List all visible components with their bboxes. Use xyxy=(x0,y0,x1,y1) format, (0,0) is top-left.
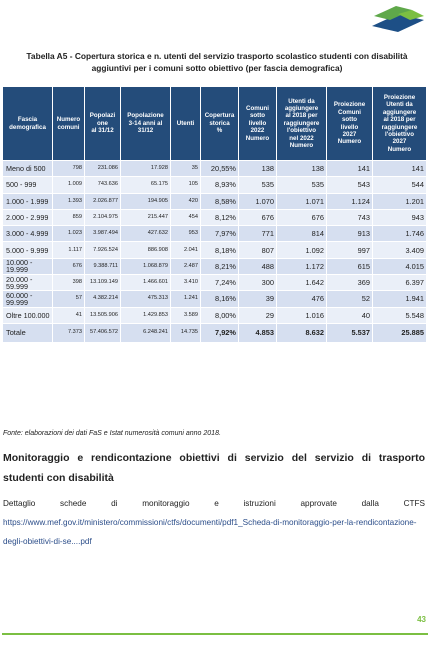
row-label: Totale xyxy=(3,323,53,342)
table-cell: 6.248.241 xyxy=(121,323,171,342)
table-row xyxy=(3,242,427,258)
document-link[interactable]: https://www.mef.gov.it/ministero/commissioni/ctfs/documenti/pdf1_Scheda-di-monitoraggio-per-la-rendicontazione-degli-obiettivi-di-se....pdf xyxy=(3,518,417,546)
table-row xyxy=(3,307,427,323)
table-cell: 215.447 xyxy=(121,209,171,225)
row-label: 10.000 - 19.999 xyxy=(3,258,53,274)
table-cell: 13.505.906 xyxy=(85,307,121,323)
source-note: Fonte: elaborazioni dei dati FaS e Istat numerosità comuni anno 2018. xyxy=(3,430,221,437)
table-cell: 2.041 xyxy=(171,242,201,258)
row-label: Oltre 100.000 xyxy=(3,307,53,323)
table-cell: 20,55% xyxy=(201,161,239,177)
caption-line-2: aggiuntivi per i comuni sotto obiettivo (per fascia demografica) xyxy=(91,63,343,73)
table-cell: 454 xyxy=(171,209,201,225)
table-cell: 138 xyxy=(239,161,277,177)
column-header: Comuni sotto livello 2022 Numero xyxy=(239,87,277,161)
total-row xyxy=(3,323,427,342)
logo-icon xyxy=(368,4,426,34)
table-cell: 953 xyxy=(171,226,201,242)
table-cell: 105 xyxy=(171,177,201,193)
table-cell: 398 xyxy=(53,275,85,291)
column-header: Proiezione Utenti da aggiungere al 2018 per raggiungere l'obiettivo 2027 Numero xyxy=(373,87,427,161)
table-cell: 1.009 xyxy=(53,177,85,193)
column-header: Popolazione 3-14 anni al 31/12 xyxy=(121,87,171,161)
table-cell: 2.487 xyxy=(171,258,201,274)
table-cell: 35 xyxy=(171,161,201,177)
table-cell: 859 xyxy=(53,209,85,225)
column-header: Utenti da aggiungere al 2018 per raggiungere l'obiettivo nel 2022 Numero xyxy=(277,87,327,161)
section-body xyxy=(3,494,425,551)
table-cell: 7.373 xyxy=(53,323,85,342)
table-cell: 1.941 xyxy=(373,291,427,307)
table-cell: 8,93% xyxy=(201,177,239,193)
table-cell: 2.026.877 xyxy=(85,193,121,209)
table-cell: 141 xyxy=(327,161,373,177)
table-cell: 1.642 xyxy=(277,275,327,291)
table-cell: 6.397 xyxy=(373,275,427,291)
table-cell: 57.406.572 xyxy=(85,323,121,342)
table-cell: 1.393 xyxy=(53,193,85,209)
table-header-row xyxy=(3,87,427,161)
table-row xyxy=(3,275,427,291)
table-cell: 8,58% xyxy=(201,193,239,209)
table-cell: 1.201 xyxy=(373,193,427,209)
table-cell: 807 xyxy=(239,242,277,258)
row-label: 1.000 - 1.999 xyxy=(3,193,53,209)
table-cell: 1.023 xyxy=(53,226,85,242)
table-cell: 1.124 xyxy=(327,193,373,209)
table-cell: 427.632 xyxy=(121,226,171,242)
table-row xyxy=(3,226,427,242)
table-cell: 40 xyxy=(327,307,373,323)
table-cell: 535 xyxy=(239,177,277,193)
row-label: 60.000 - 99.999 xyxy=(3,291,53,307)
table-cell: 1.070 xyxy=(239,193,277,209)
table-cell: 138 xyxy=(277,161,327,177)
table-cell: 41 xyxy=(53,307,85,323)
section-title-line-1: Monitoraggio e rendicontazione obiettivi di servizio del servizio di trasporto xyxy=(3,452,425,464)
table-cell: 1.746 xyxy=(373,226,427,242)
table-cell: 420 xyxy=(171,193,201,209)
column-header: Copertura storica % xyxy=(201,87,239,161)
column-header: Numero comuni xyxy=(53,87,85,161)
table-cell: 886.908 xyxy=(121,242,171,258)
table-row xyxy=(3,291,427,307)
table-cell: 9.388.711 xyxy=(85,258,121,274)
table-cell: 743 xyxy=(327,209,373,225)
table-cell: 676 xyxy=(277,209,327,225)
table-cell: 1.117 xyxy=(53,242,85,258)
caption-line-1: Tabella A5 - Copertura storica e n. utenti del servizio trasporto scolastico studenti con disabilità xyxy=(26,51,408,61)
table-cell: 17.928 xyxy=(121,161,171,177)
table-row xyxy=(3,193,427,209)
body-text: Dettaglio schede di monitoraggio e istruzioni approvate dalla CTFS xyxy=(3,499,425,508)
table-cell: 615 xyxy=(327,258,373,274)
table-caption xyxy=(8,50,426,74)
table-cell: 7,92% xyxy=(201,323,239,342)
table-cell: 141 xyxy=(373,161,427,177)
table-cell: 8.632 xyxy=(277,323,327,342)
table-cell: 13.109.149 xyxy=(85,275,121,291)
table-cell: 475.313 xyxy=(121,291,171,307)
table-cell: 5.548 xyxy=(373,307,427,323)
table-cell: 5.537 xyxy=(327,323,373,342)
table-cell: 676 xyxy=(53,258,85,274)
table-cell: 8,18% xyxy=(201,242,239,258)
table-cell: 7.926.524 xyxy=(85,242,121,258)
table-cell: 8,16% xyxy=(201,291,239,307)
table-cell: 476 xyxy=(277,291,327,307)
table-cell: 997 xyxy=(327,242,373,258)
table-cell: 231.086 xyxy=(85,161,121,177)
table-row xyxy=(3,209,427,225)
table-cell: 4.015 xyxy=(373,258,427,274)
table-cell: 29 xyxy=(239,307,277,323)
table-cell: 814 xyxy=(277,226,327,242)
column-header: Proiezione Comuni sotto livello 2027 Numero xyxy=(327,87,373,161)
row-label: Meno di 500 xyxy=(3,161,53,177)
section-title xyxy=(3,448,425,488)
table-cell: 535 xyxy=(277,177,327,193)
section-title-line-2: studenti con disabilità xyxy=(3,472,114,484)
table-cell: 65.175 xyxy=(121,177,171,193)
table-cell: 7,97% xyxy=(201,226,239,242)
table-cell: 1.068.879 xyxy=(121,258,171,274)
table-row xyxy=(3,161,427,177)
table-cell: 2.104.975 xyxy=(85,209,121,225)
table-cell: 1.016 xyxy=(277,307,327,323)
table-cell: 1.241 xyxy=(171,291,201,307)
coverage-table xyxy=(2,86,427,343)
table-cell: 3.410 xyxy=(171,275,201,291)
table-cell: 544 xyxy=(373,177,427,193)
row-label: 5.000 - 9.999 xyxy=(3,242,53,258)
table-cell: 913 xyxy=(327,226,373,242)
table-cell: 1.466.601 xyxy=(121,275,171,291)
column-header: Utenti xyxy=(171,87,201,161)
table-cell: 3.589 xyxy=(171,307,201,323)
table-cell: 771 xyxy=(239,226,277,242)
table-cell: 57 xyxy=(53,291,85,307)
footer-divider xyxy=(2,633,428,635)
column-header: Popolazi one al 31/12 xyxy=(85,87,121,161)
table-cell: 676 xyxy=(239,209,277,225)
table-cell: 4.382.214 xyxy=(85,291,121,307)
table-cell: 8,00% xyxy=(201,307,239,323)
row-label: 3.000 - 4.999 xyxy=(3,226,53,242)
table-cell: 3.409 xyxy=(373,242,427,258)
table-cell: 14.735 xyxy=(171,323,201,342)
table-cell: 7,24% xyxy=(201,275,239,291)
table-row xyxy=(3,177,427,193)
row-label: 20.000 - 59.999 xyxy=(3,275,53,291)
table-cell: 369 xyxy=(327,275,373,291)
table-cell: 1.172 xyxy=(277,258,327,274)
table-cell: 194.905 xyxy=(121,193,171,209)
table-cell: 943 xyxy=(373,209,427,225)
table-cell: 8,21% xyxy=(201,258,239,274)
row-label: 500 - 999 xyxy=(3,177,53,193)
table-cell: 25.885 xyxy=(373,323,427,342)
table-row xyxy=(3,258,427,274)
table-cell: 1.071 xyxy=(277,193,327,209)
table-cell: 1.092 xyxy=(277,242,327,258)
column-header: Fascia demografica xyxy=(3,87,53,161)
table-cell: 39 xyxy=(239,291,277,307)
page-number: 43 xyxy=(417,615,426,624)
row-label: 2.000 - 2.999 xyxy=(3,209,53,225)
table-cell: 743.636 xyxy=(85,177,121,193)
table-cell: 1.429.853 xyxy=(121,307,171,323)
table-cell: 543 xyxy=(327,177,373,193)
table-cell: 8,12% xyxy=(201,209,239,225)
table-cell: 3.987.494 xyxy=(85,226,121,242)
table-cell: 52 xyxy=(327,291,373,307)
table-cell: 4.853 xyxy=(239,323,277,342)
table-cell: 798 xyxy=(53,161,85,177)
table-cell: 300 xyxy=(239,275,277,291)
table-cell: 488 xyxy=(239,258,277,274)
